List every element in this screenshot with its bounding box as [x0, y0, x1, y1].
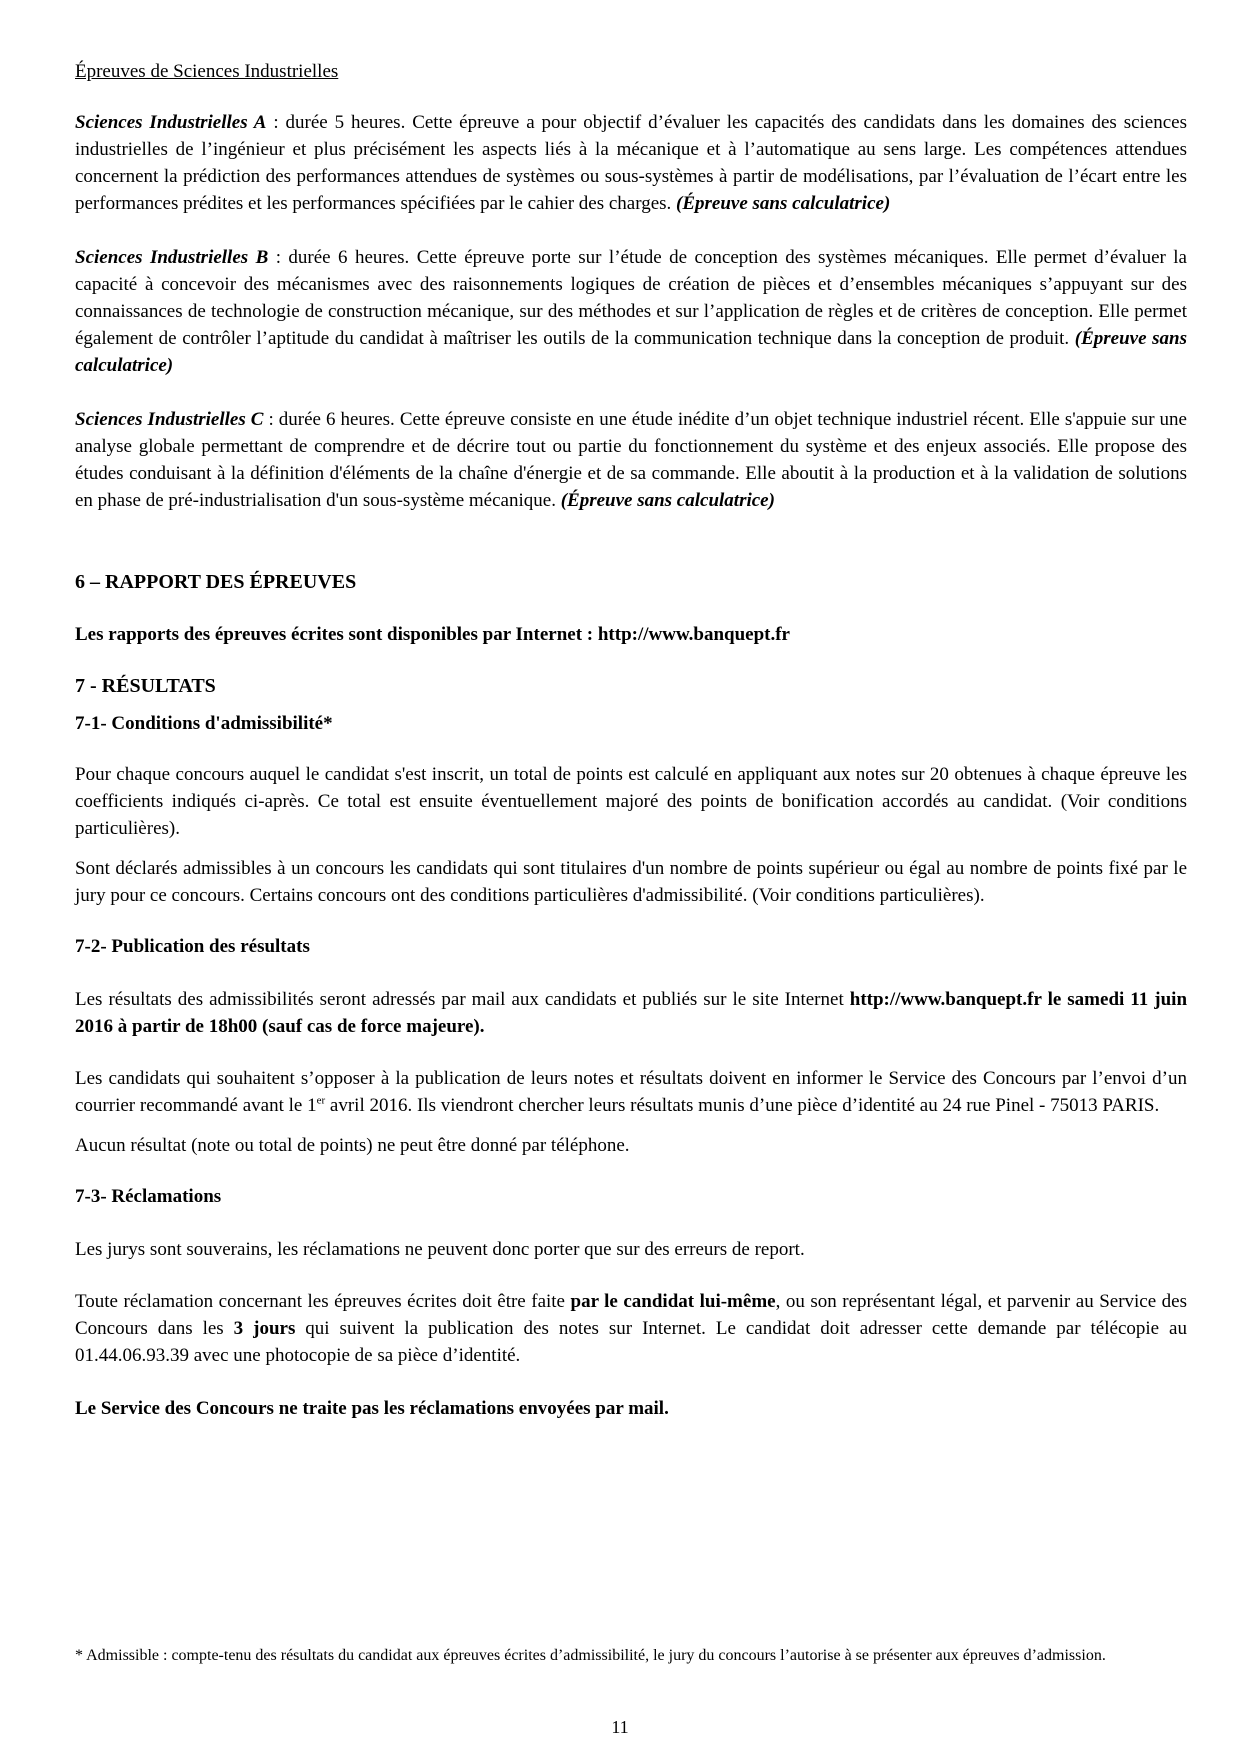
si-a-label: Sciences Industrielles A	[75, 112, 267, 133]
section-7-2-p2a: Les candidats qui souhaitent s’opposer à la publication de leurs notes et résultats doivent en informer le Service des Concours par l’envoi d’un courrier recommandé avant le 1	[75, 1068, 1187, 1116]
section-7-3-p2b: par le candidat lui-même	[570, 1291, 776, 1312]
section-7-2-p3: Aucun résultat (note ou total de points) ne peut être donné par téléphone.	[75, 1135, 630, 1156]
section-7-3-p2a: Toute réclamation concernant les épreuves écrites doit être faite	[75, 1291, 571, 1312]
si-a-paragraph	[75, 109, 1187, 217]
section-7-3-title: 7-3- Réclamations	[75, 1186, 222, 1207]
section-7-2-p1	[75, 986, 1187, 1040]
section-7-2-p2b: avril 2016. Ils viendront chercher leurs résultats munis d’une pièce d’identité au 24 rue Pinel - 75013 PARIS.	[325, 1095, 1160, 1116]
section-7-1-p1: Pour chaque concours auquel le candidat s'est inscrit, un total de points est calculé en appliquant aux notes sur 20 obtenues à chaque épreuve les coefficients indiqués ci-après. Ce total est ensuite éventuellement majoré des points de bonification accordés au candidat. (Voir conditions particulières).	[75, 764, 1187, 839]
footnote: * Admissible : compte-tenu des résultats du candidat aux épreuves écrites d’admissibilité, le jury du concours l’autorise à se présenter aux épreuves d’admission.	[75, 1647, 1106, 1664]
page-number: 11	[611, 1717, 629, 1737]
si-b-paragraph	[75, 244, 1187, 379]
page-content	[75, 58, 1187, 1422]
section-7-2-p1b: http://www.banquept.fr le samedi 11 juin 2016 à partir de 18h00 (sauf cas de force majeure).	[75, 989, 1188, 1037]
si-a-text: : durée 5 heures. Cette épreuve a pour objectif d’évaluer les capacités des candidats dans les domaines des sciences industrielles de l’ingénieur et plus précisément les aspects liés à la mécanique et à l’automatique au sens large. Les compétences attendues concernent la prédiction des performances attendues de systèmes ou sous-systèmes à partir de modélisations, par l’évaluation de l’écart entre les performances prédites et les performances spécifiées par le cahier des charges.	[75, 112, 1187, 214]
section-7-2-title: 7-2- Publication des résultats	[75, 936, 310, 957]
si-c-note: (Épreuve sans calculatrice)	[560, 490, 775, 511]
si-c-text: : durée 6 heures. Cette épreuve consiste en une étude inédite d’un objet technique industriel récent. Elle s'appuie sur une analyse globale permettant de comprendre et de décrire tout ou partie du fonctionnement du système et des enjeux associés. Elle propose des études conduisant à la définition d'éléments de la chaîne d'énergie et de sa commande. Elle aboutit à la production et à la validation de solutions en phase de pré-industrialisation d'un sous-système mécanique.	[75, 409, 1187, 511]
section-7-2-p1a: Les résultats des admissibilités seront adressés par mail aux candidats et publiés sur le site Internet	[75, 989, 850, 1010]
section-7-3-p3: Le Service des Concours ne traite pas les réclamations envoyées par mail.	[75, 1398, 669, 1419]
section-7-title: 7 - RÉSULTATS	[75, 675, 216, 697]
si-c-label: Sciences Industrielles C	[75, 409, 264, 430]
si-b-note: (Épreuve sans calculatrice)	[75, 328, 1187, 376]
section-7-2-sup: er	[316, 1094, 326, 1107]
section-7-3-p2c: , ou son représentant légal, et parvenir au Service des Concours dans les	[75, 1291, 1187, 1339]
section-6-title: 6 – RAPPORT DES ÉPREUVES	[75, 571, 357, 593]
si-a-note: (Épreuve sans calculatrice)	[676, 193, 891, 214]
section-7-3-p1: Les jurys sont souverains, les réclamations ne peuvent donc porter que sur des erreurs de report.	[75, 1239, 805, 1260]
section-7-3-p2e: qui suivent la publication des notes sur Internet. Le candidat doit adresser cette demande par télécopie au 01.44.06.93.39 avec une photocopie de sa pièce d’identité.	[75, 1318, 1187, 1366]
section-7-3-p2d: 3 jours	[233, 1318, 296, 1339]
section-7-1-title: 7-1- Conditions d'admissibilité*	[75, 713, 333, 734]
section-7-3-p2	[75, 1288, 1187, 1369]
section-7-2-p2	[75, 1065, 1187, 1119]
section-7-1-p2: Sont déclarés admissibles à un concours les candidats qui sont titulaires d'un nombre de points supérieur ou égal au nombre de points fixé par le jury pour ce concours. Certains concours ont des conditions particulières d'admissibilité. (Voir conditions particulières).	[75, 858, 1187, 906]
epreuves-title: Épreuves de Sciences Industrielles	[75, 61, 339, 82]
si-b-text: : durée 6 heures. Cette épreuve porte sur l’étude de conception des systèmes mécaniques. Elle permet d’évaluer la capacité à concevoir des mécanismes avec des raisonnements logiques de création de pièces et d’ensembles mécaniques s’appuyant sur des connaissances de technologie de construction mécanique, sur des méthodes et sur l’application de règles et de critères de conception. Elle permet également de contrôler l’aptitude du candidat à maîtriser les outils de la communication technique dans la conception de produit.	[75, 247, 1187, 349]
si-b-label: Sciences Industrielles B	[75, 247, 269, 268]
si-c-paragraph	[75, 406, 1187, 514]
section-6-text: Les rapports des épreuves écrites sont disponibles par Internet : http://www.banquept.fr	[75, 624, 790, 645]
